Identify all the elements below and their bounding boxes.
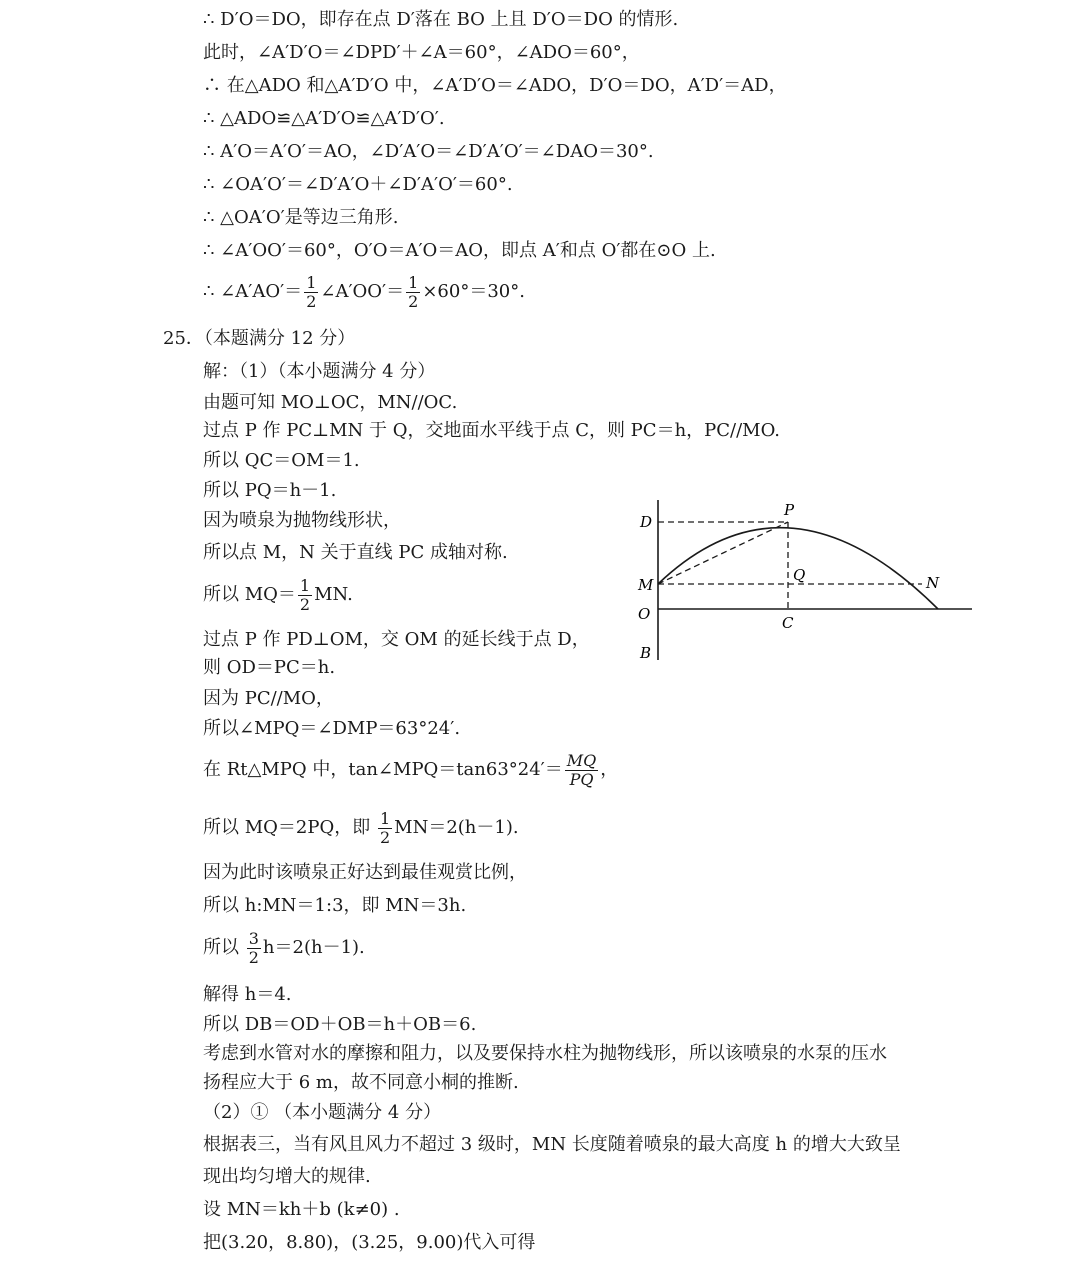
label-p: P xyxy=(784,501,795,519)
solution-line-3: 所以 QC＝OM＝1. xyxy=(203,450,360,471)
solution-line-20: 扬程应大于 6 m，故不同意小桐的推断. xyxy=(203,1072,519,1093)
solution-line-23: 设 MN＝kh＋b (k≠0) . xyxy=(203,1199,400,1220)
solution-line-15: 所以 h:MN＝1:3，即 MN＝3h. xyxy=(203,895,467,916)
question-25-heading: 25．（本题满分 12 分） xyxy=(163,328,356,349)
fraction-one-half-2: $\frac{1}{2}$ xyxy=(408,272,419,311)
proof-line-6: ∴ ∠OA′O′＝∠D′A′O＋∠D′A′O′＝60°. xyxy=(203,174,513,195)
solution-line-13: 所以 MQ＝2PQ，即 $\frac{1}{2}$ MN＝2(h－1). xyxy=(203,808,519,847)
proof-line-2: 此时，∠A′D′O＝∠DPD′＋∠A＝60°，∠ADO＝60°， xyxy=(203,42,640,63)
label-q: Q xyxy=(793,566,806,584)
proof-line-5: ∴ A′O＝A′O′＝AO，∠D′A′O＝∠D′A′O′＝∠DAO＝30°. xyxy=(203,141,654,162)
solution-line-12: 在 Rt△MPQ 中，tan∠MPQ＝tan63°24′＝ $\frac{MQ}{PQ}$ ， xyxy=(203,750,619,789)
solution-line-10: 因为 PC//MO， xyxy=(203,688,334,709)
proof-line-9 xyxy=(203,272,525,312)
solution-line-8: 过点 P 作 PD⊥OM，交 OM 的延长线于点 D， xyxy=(203,629,590,650)
label-o: O xyxy=(638,605,651,623)
fraction-one-half: $\frac{1}{2}$ xyxy=(306,272,317,311)
fraction-one-half-3: $\frac{1}{2}$ xyxy=(299,575,311,614)
fraction-one-half-4: $\frac{1}{2}$ xyxy=(379,808,391,847)
dashed-line-mp xyxy=(658,522,788,584)
label-c: C xyxy=(782,614,794,632)
solution-line-5: 因为喷泉为抛物线形状， xyxy=(203,510,401,531)
label-d: D xyxy=(640,513,653,531)
solution-line-17: 解得 h＝4. xyxy=(203,984,292,1005)
fraction-mq-pq: $\frac{MQ}{PQ}$ xyxy=(566,750,597,789)
proof-line-7: ∴ △OA′O′是等边三角形. xyxy=(203,207,399,228)
solution-part-1-heading: 解：（1）（本小题满分 4 分） xyxy=(203,361,436,382)
label-n: N xyxy=(926,574,940,592)
solution-line-9: 则 OD＝PC＝h. xyxy=(203,657,336,678)
proof-line-8: ∴ ∠A′OO′＝60°，O′O＝A′O＝AO，即点 A′和点 O′都在⊙O 上. xyxy=(203,240,716,261)
solution-line-24: 把(3.20，8.80)，(3.25，9.00)代入可得 xyxy=(203,1232,536,1253)
solution-line-6: 所以点 M，N 关于直线 PC 成轴对称. xyxy=(203,542,508,563)
proof-line-3: ∴ 在△ADO 和△A′D′O 中，∠A′D′O＝∠ADO，D′O＝DO，A′D′＝AD， xyxy=(203,75,787,96)
solution-line-11: 所以∠MPQ＝∠DMP＝63°24′. xyxy=(203,718,461,739)
fountain-parabola-figure xyxy=(630,495,980,670)
solution-part-2-heading: （2）① （本小题满分 4 分） xyxy=(203,1102,442,1123)
solution-line-19: 考虑到水管对水的摩擦和阻力，以及要保持水柱为抛物线形，所以该喷泉的水泵的压水 xyxy=(203,1043,887,1064)
solution-line-4: 所以 PQ＝h－1. xyxy=(203,480,337,501)
solution-line-7: 所以 MQ＝ $\frac{1}{2}$ MN. xyxy=(203,575,353,614)
solution-line-21: 根据表三，当有风且风力不超过 3 级时，MN 长度随着喷泉的最大高度 h 的增大大致呈 xyxy=(203,1134,901,1155)
solution-line-16: 所以 $\frac{3}{2}$ h＝2(h－1). xyxy=(203,928,365,967)
solution-line-2: 过点 P 作 PC⊥MN 于 Q，交地面水平线于点 C，则 PC＝h，PC//MO. xyxy=(203,420,781,441)
proof-line-9-end: ×60°＝30°. xyxy=(422,281,525,302)
label-m: M xyxy=(638,576,654,594)
proof-line-9-start: ∴ ∠A′AO′＝ xyxy=(203,281,303,302)
proof-line-1: ∴ D′O＝DO，即存在点 D′落在 BO 上且 D′O＝DO 的情形. xyxy=(203,9,679,30)
fraction-three-half: $\frac{3}{2}$ xyxy=(248,928,259,967)
proof-line-4: ∴ △ADO≌△A′D′O≌△A′D′O′. xyxy=(203,108,445,129)
solution-line-18: 所以 DB＝OD＋OB＝h＋OB＝6. xyxy=(203,1014,477,1035)
label-b: B xyxy=(640,644,652,662)
solution-line-14: 因为此时该喷泉正好达到最佳观赏比例， xyxy=(203,862,527,883)
proof-line-9-mid: ∠A′OO′＝ xyxy=(320,281,405,302)
solution-line-1: 由题可知 MO⊥OC，MN//OC. xyxy=(203,392,458,413)
solution-line-22: 现出均匀增大的规律. xyxy=(203,1166,371,1187)
